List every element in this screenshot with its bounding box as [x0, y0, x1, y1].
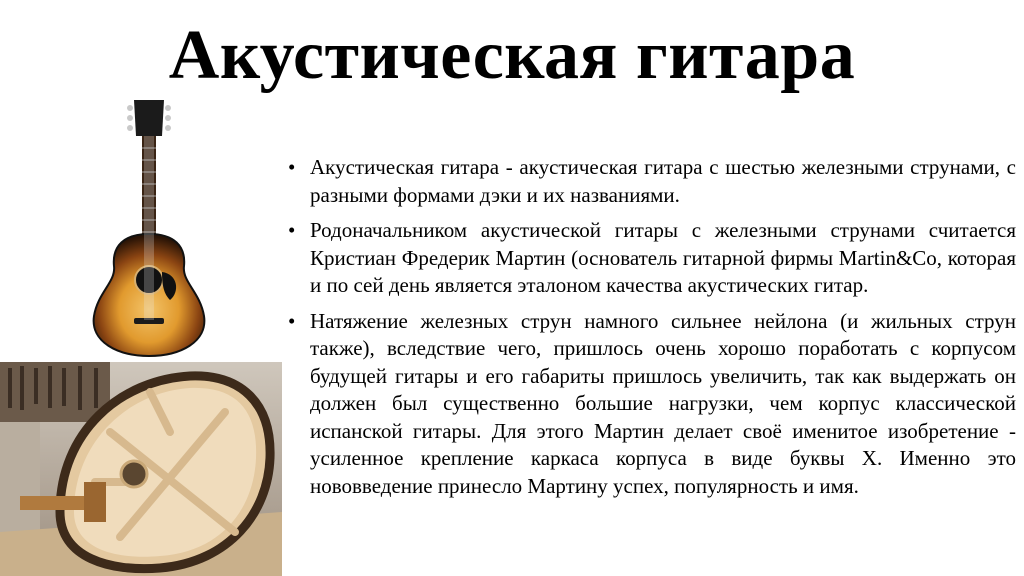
bullet-list	[286, 154, 1016, 508]
guitar-bracing-image	[0, 362, 282, 576]
bullet-dot: •	[288, 155, 296, 179]
bullet-text: Акустическая гитара - акустическая гитара с шестью железными струнами, с разными формами дэки и их названиями.	[310, 155, 1016, 207]
bullet-text: Родоначальником акустической гитары с железными струнами считается Кристиан Фредерик Мартин (основатель гитарной фирмы Martin&Co, которая и по сей день является эталоном качества акустических гитар.	[310, 218, 1016, 297]
list-item	[286, 154, 1016, 209]
list-item	[286, 217, 1016, 300]
list-item	[286, 308, 1016, 501]
acoustic-guitar-image	[84, 96, 214, 358]
bullet-dot: •	[288, 308, 296, 333]
bullet-dot: •	[288, 218, 296, 242]
slide-title: Акустическая гитара	[168, 17, 856, 94]
bullet-text: Натяжение железных струн намного сильнее нейлона (и жильных струн также), вследствие чего, пришлось очень хорошо поработать с корпусом будущей гитары и его габариты пришлось увеличить, так как выдержать он должен был существенно большие нагрузки, чем корпус классической испанской гитары. Для этого Мартин делает своё именитое изобретение - усиленное крепление каркаса корпуса в виде буквы Х. Именно это нововведение принесло Мартину успех, популярность и имя.	[310, 308, 1016, 498]
